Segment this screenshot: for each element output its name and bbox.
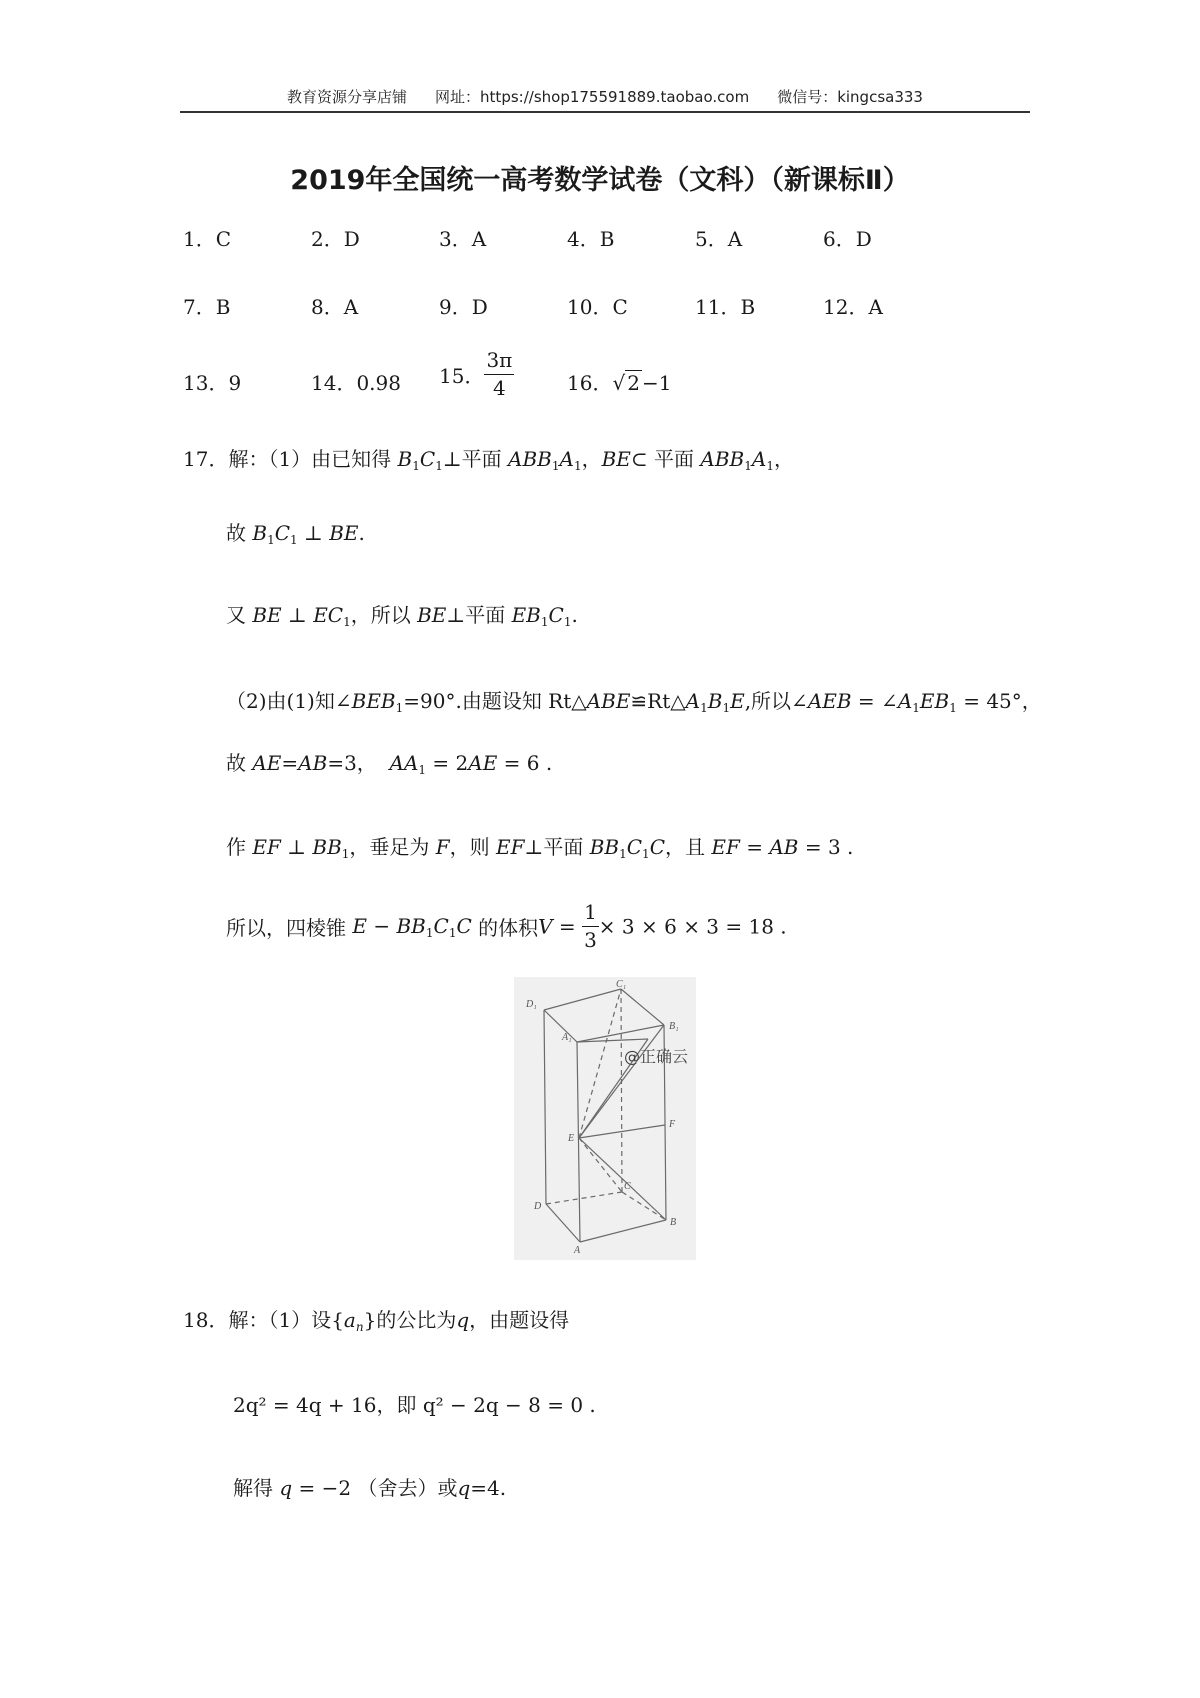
label-e: E: [568, 1133, 575, 1144]
answer-2: 2．D: [311, 227, 360, 251]
answer-5: 5．A: [695, 227, 743, 251]
wechat-id: 微信号：kingcsa333: [777, 88, 923, 106]
answer-11: 11．B: [695, 295, 756, 319]
answer-16: 16．√ 2 −1: [567, 371, 672, 395]
page-header: [180, 86, 1030, 107]
q18-line-2: 2q² = 4q + 16，即 q² − 2q − 8 = 0 .: [233, 1393, 596, 1417]
answer-13: 13．9: [183, 371, 242, 395]
label-b1: B₁: [669, 1021, 679, 1032]
answer-9: 9．D: [439, 295, 488, 319]
label-c: C: [624, 1181, 631, 1192]
fraction-one-third: $\frac{1}{3}$: [584, 900, 597, 952]
q17-line-2: 故 $B_1C_1$ ⊥ BE.: [226, 521, 365, 547]
answer-14: 14．0.98: [311, 371, 401, 395]
label-b: B: [670, 1217, 677, 1228]
header-rule: [180, 111, 1030, 113]
label-d: D: [534, 1201, 542, 1212]
answer-15: 15． $\frac{3\pi}{4}$: [439, 348, 513, 400]
q18-line-1: 18．解：（1）设$\{a_n\}$的公比为q，由题设得: [183, 1308, 570, 1334]
answer-4: 4．B: [567, 227, 615, 251]
answer-10: 10．C: [567, 295, 628, 319]
label-d1: D₁: [526, 999, 537, 1010]
fraction-3pi-over-4: $\frac{3\pi}{4}$: [486, 348, 513, 400]
label-a1: A₁: [562, 1032, 572, 1043]
answer-3: 3．A: [439, 227, 487, 251]
q17-line-3: 又 BE ⊥ $EC_1$，所以 BE⊥平面 $EB_1C_1$.: [226, 603, 578, 629]
answer-7: 7．B: [183, 295, 231, 319]
answer-8: 8．A: [311, 295, 359, 319]
prism-figure: [514, 977, 696, 1260]
q17-line-4: （2)由(1)知$\angle BEB_1=90^\circ$.由题设知 $Rt\triangle ABE≌Rt\triangle A_1B_1E$,所以∠AEB = $\angle A_1EB_1 = 45^\circ$，: [226, 689, 1042, 715]
label-c1: C₁: [616, 979, 627, 990]
label-a: A: [574, 1245, 581, 1256]
q18-line-3: 解得 q = −2 （舍去）或q=4.: [233, 1476, 507, 1500]
q17-line-5: 故 AE=AB=3， $AA_1 = 2AE = 6$ .: [226, 751, 553, 777]
answer-6: 6．D: [823, 227, 872, 251]
watermark: @正确云: [624, 1047, 689, 1066]
answer-12: 12．A: [823, 295, 883, 319]
answer-1: 1．C: [183, 227, 232, 251]
shop-url: 网址：https://shop175591889.taobao.com: [435, 88, 750, 106]
q17-line-6: 作 EF ⊥ $BB_1$，垂足为 F，则 EF⊥平面 $BB_1C_1C$，且 EF = AB = 3 .: [226, 835, 854, 861]
prism-diagram: [514, 977, 696, 1260]
shop-name: 教育资源分享店铺: [287, 88, 408, 106]
page-title: 2019年全国统一高考数学试卷（文科）（新课标Ⅱ）: [290, 165, 910, 196]
label-f: F: [669, 1119, 676, 1130]
sqrt-sign: √ 2: [612, 371, 640, 395]
q17-line-1: 17．解：（1）由已知得 $B_1C_1\perp$平面 $ABB_1A_1$，BE⊂ 平面 $ABB_1A_1$，: [183, 447, 794, 473]
q17-line-7: 所以，四棱锥 $E - BB_1C_1C$ 的体积V = $\frac{1}{3}$ × 3 × 6 × 3 = 18 .: [226, 900, 787, 952]
